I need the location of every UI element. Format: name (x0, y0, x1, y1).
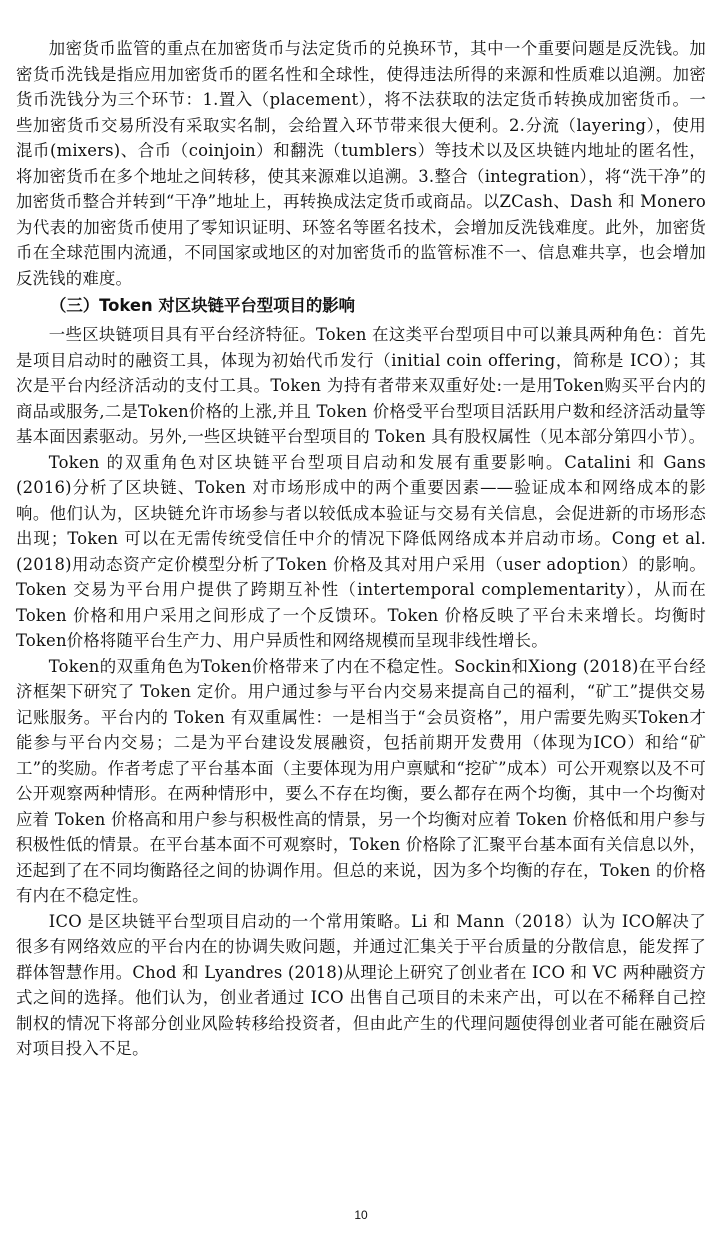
paragraph-platform-economy: 一些区块链项目具有平台经济特征。Token 在这类平台型项目中可以兼具两种角色：首先是项目启动时的融资工具，体现为初始代币发行（initial coin offering，简称是 ICO）；其次是平台内经济活动的支付工具。Token 为持有者带来双重好处:一是用Token购买平台内的商品或服务,二是Token价格的上涨,并且 Token 价格受平台型项目活跃用户数和经济活动量等基本面因素驱动。另外,一些区块链平台型项目的 Token 具有股权属性（见本部分第四小节）。 (16, 325, 706, 446)
paragraph-ico-strategy: ICO 是区块链平台型项目启动的一个常用策略。Li 和 Mann（2018）认为 ICO解决了很多有网络效应的平台内在的协调失败问题，并通过汇集关于平台质量的分散信息，能发挥了群体智慧作用。Chod 和 Lyandres (2018)从理论上研究了创业者在 ICO 和 VC 两种融资方式之间的选择。他们认为，创业者通过 ICO 出售自己项目的未来产出，可以在不稀释自己控制权的情况下将部分创业风险转移给投资者，但由此产生的代理问题使得创业者可能在融资后对项目投入不足。 (16, 911, 706, 1058)
section-heading: （三）Token 对区块链平台型项目的影响 (50, 296, 356, 315)
page-number: 10 (354, 1208, 368, 1222)
paragraph-price-instability: Token的双重角色为Token价格带来了内在不稳定性。Sockin和Xiong (2018)在平台经济框架下研究了 Token 定价。用户通过参与平台内交易来提高自己的福利，“矿工”提供交易记账服务。平台内的 Token 有双重属性：一是相当于“会员资格”，用户需要先购买Token才能参与平台内交易；二是为平台建设发展融资，包括前期开发费用（体现为ICO）和给“矿工”的奖励。作者考虑了平台基本面（主要体现为用户禀赋和“挖矿”成本）可公开观察以及不可公开观察两种情形。在两种情形中，要么不存在均衡，要么都存在两个均衡，其中一个均衡对应着 Token 价格高和用户参与积极性高的情景，另一个均衡对应着 Token 价格低和用户参与积极性低的情景。在平台基本面不可观察时，Token 价格除了汇聚平台基本面有关信息以外，还起到了在不同均衡路径之间的协调作用。但总的来说，因为多个均衡的存在，Token 的价格有内在不稳定性。 (16, 656, 706, 905)
paragraph-dual-role: Token 的双重角色对区块链平台型项目启动和发展有重要影响。Catalini 和 Gans (2016)分析了区块链、Token 对市场形成中的两个重要因素——验证成本和网络成本的影响。他们认为，区块链允许市场参与者以较低成本验证与交易有关信息，会促进新的市场形态出现；Token 可以在无需传统受信任中介的情况下降低网络成本并启动市场。Cong et al. (2018)用动态资产定价模型分析了Token 价格及其对用户采用（user adoption）的影响。Token 交易为平台用户提供了跨期互补性（intertemporal complementarity），从而在 Token 价格和用户采用之间形成了一个反馈环。Token 价格反映了平台未来增长。均衡时 Token价格将随平台生产力、用户异质性和网络规模而呈现非线性增长。 (16, 452, 706, 650)
paragraph-anti-money-laundering: 加密货币监管的重点在加密货币与法定货币的兑换环节，其中一个重要问题是反洗钱。加密货币洗钱是指应用加密货币的匿名性和全球性，使得违法所得的来源和性质难以追溯。加密货币洗钱分为三个环节：1.置入（placement），将不法获取的法定货币转换成加密货币。一些加密货币交易所没有采取实名制，会给置入环节带来很大便利。2.分流（layering），使用混币(mixers)、合币（coinjoin）和翻洗（tumblers）等技术以及区块链内地址的匿名性，将加密货币在多个地址之间转移，使其来源难以追溯。3.整合（integration），将“洗干净”的加密货币整合并转到“干净”地址上，再转换成法定货币或商品。以ZCash、Dash 和 Monero 为代表的加密货币使用了零知识证明、环签名等匿名技术，会增加反洗钱难度。此外，加密货币在全球范围内流通，不同国家或地区的对加密货币的监管标准不一、信息难共享，也会增加反洗钱的难度。 (16, 39, 706, 288)
